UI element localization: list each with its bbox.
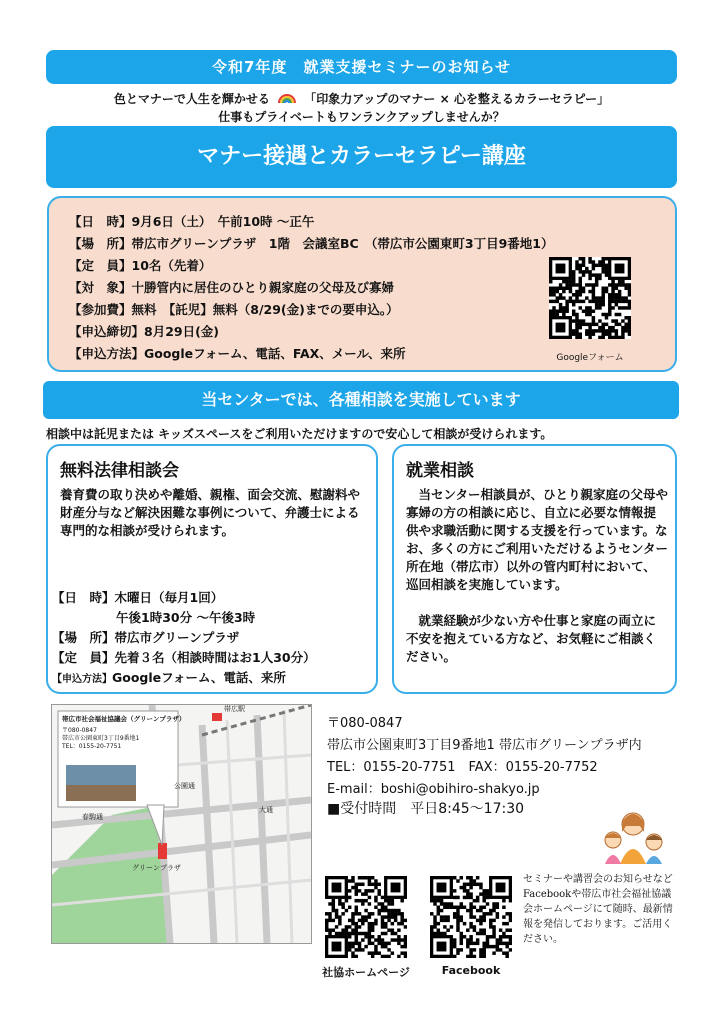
event-target: 【対 象】十勝管内に居住のひとり親家庭の父母及び寡婦: [69, 280, 395, 295]
seminar-notice-banner: 令和7年度 就業支援セミナーのお知らせ: [46, 50, 677, 84]
event-place: 【場 所】帯広市グリーンプラザ 1階 会議室BC （帯広市公園東町3丁目9番地1）: [69, 236, 554, 251]
legal-place: 【場 所】帯広市グリーンプラザ: [52, 630, 240, 645]
course-title: マナー接遇とカラーセラピー講座: [46, 126, 677, 188]
map-card-line: 〒080-0847: [62, 727, 97, 734]
facebook-qr-code[interactable]: [430, 876, 512, 958]
map-label-koen-dori: 公園通: [174, 782, 195, 790]
map-card-lines: [62, 727, 139, 751]
event-method: 【申込方法】Googleフォーム、電話、FAX、メール、来所: [69, 346, 406, 361]
legal-method: [52, 668, 286, 686]
map-label-green-plaza: グリーンプラザ: [132, 864, 181, 872]
map-card-title: 帯広市社会福祉協議会（グリーンプラザ）: [62, 715, 186, 723]
event-capacity: 【定 員】10名（先着）: [69, 258, 212, 273]
homepage-qr-label: 社協ホームページ: [322, 966, 410, 979]
job-card-title: 就業相談: [406, 461, 474, 481]
legal-time: 午後1時30分 ～午後3時: [116, 610, 256, 625]
contact-email[interactable]: E-mail：boshi@obihiro-shakyo.jp: [327, 782, 540, 797]
event-date: 【日 時】9月6日（土） 午前10時 ～正午: [69, 214, 315, 229]
job-card-paragraph-2: 就業経験が少ない方や仕事と家庭の両立に不安を抱えている方など、お気軽にご相談ください。: [406, 613, 657, 664]
map-label-odori: 大通: [259, 806, 273, 814]
consultation-banner: 当センターでは、各種相談を実施しています: [43, 381, 679, 419]
contact-address: 帯広市公園東町3丁目9番地1 帯広市グリーンプラザ内: [327, 738, 642, 753]
contact-hours: ■受付時間 平日8:45～17:30: [327, 801, 525, 817]
intro-line-1-pre: 色とマナーで人生を輝かせる: [113, 92, 270, 106]
map-label-station: 帯広駅: [224, 705, 245, 713]
family-illustration-icon: [598, 806, 668, 864]
homepage-qr-code[interactable]: [325, 876, 407, 958]
rainbow-icon: [278, 92, 296, 107]
job-consultation-card: [392, 444, 677, 694]
contact-phone: TEL：0155-20-7751 FAX：0155-20-7752: [327, 760, 598, 775]
google-form-qr-code[interactable]: [549, 257, 631, 339]
legal-date: 【日 時】木曜日（毎月1回）: [52, 590, 224, 605]
intro-line-1-post: 「印象力アップのマナー × 心を整えるカラーセラピー」: [304, 92, 610, 106]
intro-line-1: [46, 90, 677, 107]
intro-line-2: 仕事もプライベートもワンランクアップしませんか？: [218, 110, 505, 124]
childcare-note: 相談中は託児または キッズスペースをご利用いただけますので安心して相談が受けられます。: [46, 427, 553, 441]
legal-card-title: 無料法律相談会: [60, 461, 179, 481]
event-fee: 【参加費】無料 【託児】無料（8/29(金)までの要申込。）: [69, 302, 399, 317]
facebook-qr-label: Facebook: [441, 964, 501, 977]
map-card-line: TEL：0155-20-7751: [62, 743, 122, 750]
map-label-harukoma-dori: 春駒通: [82, 813, 103, 821]
legal-method-label: 【申込方法】: [52, 674, 112, 685]
location-map: [51, 704, 312, 944]
job-card-paragraph-1: 当センター相談員が、ひとり親家庭の父母や寡婦の方の相談に応じ、自立に必要な情報提供や求職活動に関する支援を行っています。なお、多くの方にご利用いただけるようセンター所在地（帯広市）以外の管内町村において、巡回相談を実施しています。: [406, 487, 669, 592]
social-media-note: セミナーや講習会のお知らせなどFacebookや帯広市社会福祉協議会ホームページにて随時、最新情報を発信しております。ご活用ください。: [523, 874, 673, 945]
map-card-line: 帯広市公園東町3丁目9番地1: [62, 735, 140, 742]
event-deadline: 【申込締切】8月29日(金): [69, 324, 220, 339]
contact-zip: 〒080-0847: [327, 716, 403, 731]
legal-consultation-card: [46, 444, 378, 694]
legal-card-body: 養育費の取り決めや離婚、親権、面会交流、慰謝料や財産分与など解決困難な事例について、弁護士による専門的な相談が受けられます。: [60, 487, 361, 538]
legal-method-value: Googleフォーム、電話、来所: [112, 670, 286, 685]
google-form-qr-label: Googleフォーム: [556, 353, 624, 363]
legal-capacity: 【定 員】先着３名（相談時間はお1人30分）: [52, 650, 316, 665]
